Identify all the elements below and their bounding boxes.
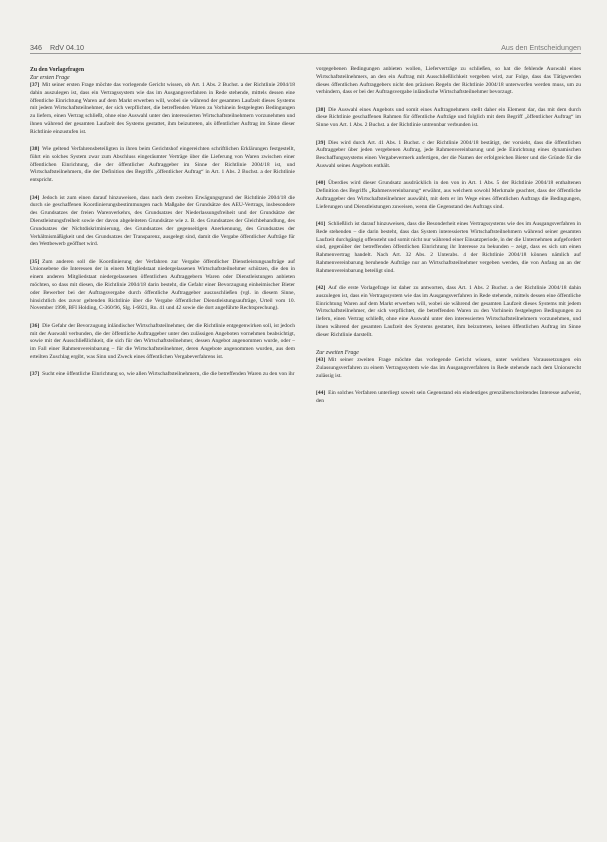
paragraph xyxy=(316,140,581,171)
section-heading: Zu den Vorlagefragen xyxy=(30,67,85,73)
paragraph-number: [41] xyxy=(316,220,326,227)
paragraph xyxy=(30,259,295,314)
paragraph-number: [37] xyxy=(30,371,40,378)
paragraph-number: [36] xyxy=(30,322,40,329)
paragraph xyxy=(30,82,295,137)
paragraph-number: [43] xyxy=(316,357,326,364)
subheading-second-question: Zur zweiten Frage xyxy=(316,350,359,357)
paragraph xyxy=(30,146,295,185)
paragraph xyxy=(316,107,581,130)
paragraph-text: Schließlich ist darauf hinzuweisen, dass die Besonderheit eines Vertragssystems wie des im Ausgangsverfahren in Rede stehenden – die darin besteht, dass das System interessierten Wirtschaftsteilnehmern während seiner gesamten Laufzeit durchgängig offensteht und somit nicht nur während einer Einsatzperiode, in der die Unternehmen aufgefordert sind, gegenüber der betreffenden öffentlichen Einrichtung ihr Interesse zu bekunden – zeigt, dass es sich um einen Rahmenvertrag handelt. Nach Art. 32 Abs. 2 Unterabs. 4 der Richtlinie 2004/18 können nämlich auf Rahmenvereinbarung beruhende Aufträge nur an Wirtschaftsteilnehmer vergeben werden, die von Anfang an an der Rahmenvereinbarung beteiligt sind. xyxy=(316,220,581,274)
paragraph-text: Sucht eine öffentliche Einrichtung so, wie allen Wirtschaftsteilnehmern, die die betreffenden Waren zu den von ihr xyxy=(42,371,295,378)
paragraph-number: [38] xyxy=(30,146,40,153)
paragraph xyxy=(316,221,581,276)
left-column xyxy=(30,66,295,389)
paragraph xyxy=(30,323,295,362)
paragraph-text: Dies wird durch Art. 41 Abs. 1 Buchst. c der Richtlinie 2004/18 bestätigt, der vorsieht, dass die öffentlichen Auftraggeber über jeden vergebenen Auftrag, jede Rahmenvereinbarung und jede Einrichtung eines dynamischen Beschaffungssystems einen Vergabevermerk anfertigen, der die Namen der erfolgreichen Bieter und die Gründe für die Auswahl seines Angebots enthält. xyxy=(316,139,581,169)
paragraph-text: Überdies wird dieser Grundsatz ausdrücklich in den von in Art. 1 Abs. 5 der Richtlinie 2004/18 enthaltenen Definition des Begriffs „Rahmenvereinbarung“ erwähnt, aus welchem sowohl Merkmale geachtet, dass der öffentliche Auftraggeber den Wirtschaftsteilnehmer auswählt, mit dem er im Wege eines öffentlichen Auftrags die Bedingungen, Lieferungen und Dienstleistungen zuweisen, wenn die Gegenstand des Auftrags sind. xyxy=(316,180,581,210)
paragraph xyxy=(30,195,295,250)
paragraph-text: Ein solches Verfahren unterliegt soweit sein Gegenstand ein eindeutiges grenzüberschreitendes Interesse aufweist, den xyxy=(316,390,581,404)
right-paragraphs-a xyxy=(316,66,581,340)
paragraph-text: Wie geltend Verfahrensbeteiligten in ihren beim Gerichtshof eingereichten schriftlichen Erklärungen festgestellt, führt ein solches System zwar zum Abschluss eingeräumter Verträge über die Lieferung von Waren zwischen einer öffentlichen Einrichtung, die der öffentlicher Auftraggeber im Sinne der Richtlinie 2004/18 ist, und Wirtschaftsteilnehmern, die der Definition des Begriffs „öffentlicher Auftrag“ in Art. 1 Abs. 2 Buchst. a der Richtlinie entspricht. xyxy=(30,146,295,184)
paragraph xyxy=(316,180,581,211)
paragraph-number: [34] xyxy=(30,194,40,201)
paragraph-text: Mit seiner ersten Frage möchte das vorlegende Gericht wissen, ob Art. 1 Abs. 2 Buchst. a der Richtlinie 2004/18 dahin auszulegen ist, dass ein Vertragssystem wie das im Ausgangsverfahren in Rede stehende, mittels dessen eine öffentliche Einrichtung Waren auf dem Markt erwerben will, wobei sie während der gesamten Laufzeit dieses Systems mit jedem Wirtschaftsteilnehmer, der sich verpflichtet, die betreffenden Waren zu Vorhinein festgelegten Bedingungen zu liefern, einen Vertrag schließt, ohne eine Auswahl unter den interessierten Wirtschaftsteilnehmern vorzunehmen und ihnen während der gesamten Laufzeit des Systems gestattet, ihm beizutreten, als öffentlicher Auftrag im Sinne dieser Richtlinie einzustufen ist. xyxy=(30,82,295,135)
paragraph-number: [38] xyxy=(316,106,326,113)
right-column xyxy=(316,66,581,415)
paragraph-number: [40] xyxy=(316,180,326,187)
paragraph-text: Jedoch ist zum einen darauf hinzuweisen, dass nach dem zweiten Erwägungsgrund der Richtlinie 2004/18 die durch sie geschaffenen Koordinierungsbestimmungen nach Maßgabe der Grundsätze des AEU-Vertrags, insbesondere des Grundsatzes der freien Warenverkehrs, des Grundsatzes der Niederlassungsfreiheit und der Grundsätze der Dienstleistungsfreiheit sowie der davon abgeleiteten Grundsätze wie z. B. des Grundsatzes der Gleichbehandlung, des Grundsatzes der Nichtdiskriminierung, des Grundsatzes der gegenseitigen Anerkennung, des Grundsatzes der Verhältnismäßigkeit und des Grundsatzes der Transparenz, ausgelegt sind, damit die Vergabe öffentlicher Aufträge für den Wettbewerb geöffnet wird. xyxy=(30,194,295,248)
header-rule xyxy=(30,53,581,54)
left-paragraphs xyxy=(30,82,295,379)
page-number: 346 xyxy=(30,43,42,52)
paragraph xyxy=(316,357,581,380)
paragraph-number: [42] xyxy=(316,285,326,292)
paragraph-text: Mit seiner zweiten Frage möchte das vorlegende Gericht wissen, unter welchen Voraussetzungen ein Zulassungsverfahren zu einem Vertragssystem wie das im Ausgangsverfahren in Rede stehende nach dem Unionsrecht zulässig ist. xyxy=(316,357,581,379)
paragraph-number: [35] xyxy=(30,258,40,265)
paragraph-number: [37] xyxy=(30,82,40,88)
header-left xyxy=(30,43,84,52)
paragraph-text: Die Auswahl eines Angebots und somit eines Auftragnehmers stellt daher ein Element dar, das mit dem durch diese Richtlinie geschaffenen Rahmen für öffentliche Aufträge und folglich mit dem Begriff „öffentlicher Auftrag“ im Sinne von Art. 1 Abs. 2 Buchst. a der Richtlinie untrennbar verbunden ist. xyxy=(316,106,581,129)
paragraph-number: [39] xyxy=(316,139,326,146)
paragraph-text: Die Gefahr der Bevorzugung inländischer Wirtschaftsteilnehmer, der die Richtlinie entgegenwirken soll, ist jedoch mit der Auswahl verbunden, die der öffentliche Auftraggeber unter den zulässigen Angeboten vornehmen beabsichtigt, sowie mit der Ausschließlichkeit, die sich für den Wirtschaftsteilnehmer, dessen Angebot angenommen wurde, oder – im Fall einer Rahmenvereinbarung – für die Wirtschaftsteilnehmer, deren Angebote angenommen wurden, aus dem erteilten Zuschlag ergibt, was Sinn und Zweck eines öffentlichen Vergabeverfahrens ist. xyxy=(30,322,295,360)
right-paragraphs-b xyxy=(316,357,581,405)
subheading-first-question: Zur ersten Frage xyxy=(30,75,70,81)
paragraph xyxy=(316,285,581,340)
paragraph xyxy=(316,66,581,97)
paragraph xyxy=(30,371,295,379)
paragraph-text: Zum anderen soll die Koordinierung der Verfahren zur Vergabe öffentlicher Dienstleistungsaufträge auf Unionsebene die Interessen der in einem Mitgliedstaat niedergelassenen Wirtschaftsteilnehmer schützen, die den in einem anderen Mitgliedstaat niedergelassenen öffentlichen Auftraggebern Waren oder Dienstleistungen anbieten möchten, so dass mit diesen, die Richtlinie 2004/18 darin besteht, die Gefahr einer Bevorzugung einheimischer Bieter oder Bewerber bei der Auftragsvergabe durch öffentliche Auftraggeber auszuschließen (vgl. in diesem Sinne, hinsichtlich des zuvor geltenden Richtlinie über die Vergabe öffentlicher Dienstleistungsaufträge, Urteil vom 10. November 1998, BFI Holding, C-360/96, Slg. I-6821, Rn. 41 und 42 sowie die dort angeführte Rechtsprechung). xyxy=(30,258,295,312)
section-title: Aus den Entscheidungen xyxy=(501,43,581,52)
paragraph-number: [44] xyxy=(316,390,326,396)
paragraph-text: Auf die erste Vorlagefrage ist daher zu antworten, dass Art. 1 Abs. 2 Buchst. a der Richtlinie 2004/18 dahin auszulegen ist, dass ein Vertragssystem wie das im Ausgangsverfahren in Rede stehende, mittels dessen eine öffentliche Einrichtung Waren auf dem Markt erwerben will, wobei sie während der gesamten Laufzeit dieses Systems mit jedem Wirtschaftsteilnehmer, der sich verpflichtet, die betreffenden Waren zu den Vorhinein festgelegten Bedingungen zu liefern, einen Vertrag schließt, ohne eine Auswahl unter den interessierten Wirtschaftsteilnehmern vorzunehmen, und ihnen während der gesamten Laufzeit des Systems gestattet, ihm beizutreten, keinen öffentlichen Auftrag im Sinne dieser Richtlinie darstellt. xyxy=(316,285,581,338)
journal-name: RdV 04.10 xyxy=(50,43,84,52)
paragraph-text: vorgegebenen Bedingungen anbieten wollen, Lieferverträge zu schließen, so hat die fehlende Auswahl eines Wirtschaftsteilnehmers, an den ein Auftrag mit Ausschließlichkeit vergeben wird, zur Folge, dass das Tätigwerden dieses öffentlichen Auftraggebers nicht den präzisen Regeln der Richtlinie 2004/18 unterworfen werden muss, um zu verhindern, dass er bei der Auftragsvergabe inländische Wirtschaftsteilnehmer bevorzugt. xyxy=(316,66,581,96)
paragraph xyxy=(316,390,581,406)
